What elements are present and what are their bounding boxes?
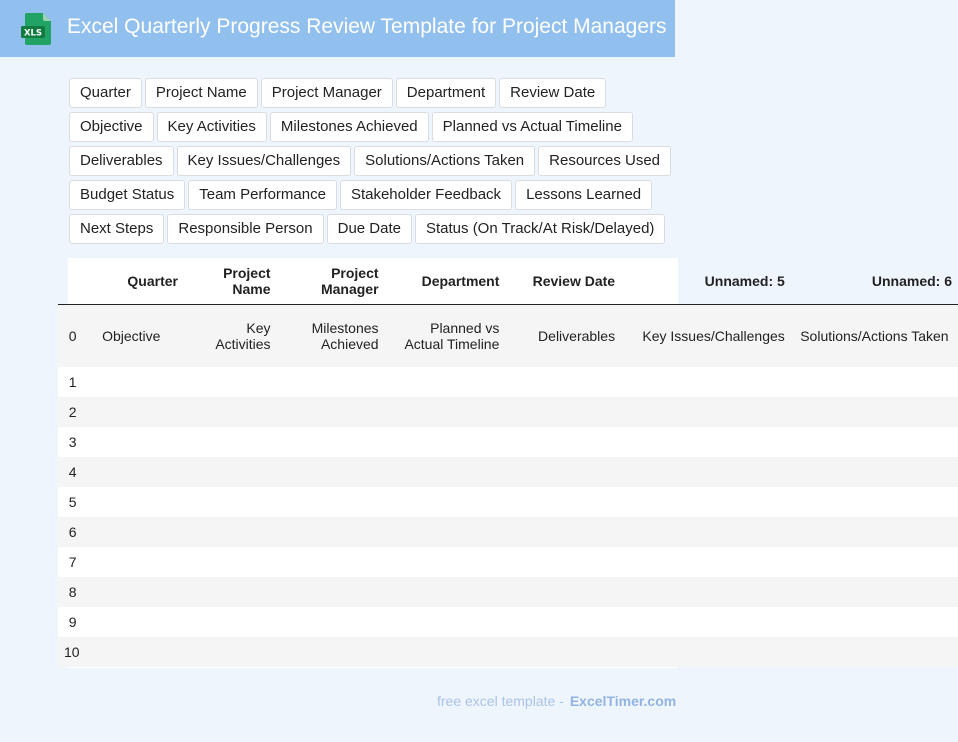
table-cell [184,547,277,577]
row-index: 8 [58,577,79,607]
table-cell [79,397,184,427]
table-cell [277,367,385,397]
table-cell [184,397,277,427]
table-cell [184,577,277,607]
column-tag[interactable]: Responsible Person [167,214,323,244]
column-tag[interactable]: Department [396,78,496,108]
table-cell [791,517,958,547]
table-cell: 0 [58,305,79,368]
table-cell [385,547,506,577]
table-cell [277,577,385,607]
table-cell [79,607,184,637]
table-row [58,397,958,427]
table-cell [621,577,791,607]
table-cell [277,487,385,517]
column-tag[interactable]: Review Date [499,78,606,108]
table-cell [621,427,791,457]
row-index: 7 [58,547,79,577]
column-header[interactable]: Project Manager [277,258,385,305]
table-cell [791,367,958,397]
table-cell [184,637,277,667]
column-tag[interactable]: Objective [69,112,154,142]
table-cell [79,427,184,457]
table-row [58,305,958,368]
table-cell [505,367,621,397]
table-cell [184,457,277,487]
table-cell [621,487,791,517]
table-cell [385,457,506,487]
table-cell: Solutions/Actions Taken [791,305,958,368]
row-index: 1 [58,367,79,397]
column-header[interactable]: Unnamed: 6 [791,258,958,305]
row-index: 4 [58,457,79,487]
column-tag[interactable]: Budget Status [69,180,185,210]
table-cell [184,517,277,547]
table-cell [277,397,385,427]
table-cell [385,397,506,427]
row-index: 3 [58,427,79,457]
table-row [58,487,958,517]
table-cell [791,457,958,487]
table-cell [505,397,621,427]
column-header[interactable] [58,258,79,305]
table-cell [621,637,791,667]
preview-table[interactable] [64,258,952,668]
table-cell [621,397,791,427]
table-cell: Planned vs Actual Timeline [385,305,506,368]
table-cell [791,397,958,427]
table-cell [385,637,506,667]
column-header[interactable]: Review Date [505,258,621,305]
table-cell [79,547,184,577]
table-cell [385,517,506,547]
table-cell [621,517,791,547]
table-cell [277,427,385,457]
table-cell [277,457,385,487]
row-index: 6 [58,517,79,547]
table-cell [79,517,184,547]
table-cell [79,367,184,397]
table-row [58,427,958,457]
table-cell [385,607,506,637]
table-row [58,577,958,607]
table-cell: Key Activities [184,305,277,368]
column-header[interactable]: Unnamed: 5 [621,258,791,305]
table-cell [505,637,621,667]
svg-text:XLS: XLS [23,28,43,39]
column-tag[interactable]: Lessons Learned [515,180,652,210]
column-tag[interactable]: Key Activities [157,112,267,142]
table-cell [505,457,621,487]
table-cell [791,607,958,637]
table-cell [184,367,277,397]
table-cell [79,487,184,517]
column-tag[interactable]: Key Issues/Challenges [177,146,352,176]
footer [437,693,676,709]
row-index: 9 [58,607,79,637]
table-cell: Milestones Achieved [277,305,385,368]
table-cell [621,547,791,577]
column-tag[interactable]: Status (On Track/At Risk/Delayed) [415,214,665,244]
column-tag[interactable]: Milestones Achieved [270,112,429,142]
table-cell [79,577,184,607]
table-cell [277,637,385,667]
column-tag[interactable]: Project Manager [261,78,393,108]
column-header[interactable]: Project Name [184,258,277,305]
table-cell [505,547,621,577]
table-cell [184,607,277,637]
table-cell [385,577,506,607]
column-header[interactable]: Quarter [79,258,184,305]
column-tag[interactable]: Quarter [69,78,142,108]
row-index: 10 [58,637,79,667]
footer-site-link[interactable]: ExcelTimer.com [569,693,677,709]
column-tag[interactable]: Resources Used [538,146,671,176]
table-row [58,607,958,637]
table-cell [505,487,621,517]
table-cell [791,487,958,517]
page-header [0,0,675,57]
table-cell [385,487,506,517]
table-cell [505,427,621,457]
column-tag[interactable]: Solutions/Actions Taken [354,146,535,176]
table-cell [184,427,277,457]
row-index: 5 [58,487,79,517]
table-cell [385,367,506,397]
column-header[interactable]: Department [385,258,506,305]
table-cell [505,517,621,547]
column-tag[interactable]: Planned vs Actual Timeline [432,112,633,142]
excel-file-icon [21,13,51,45]
table-cell: Key Issues/Challenges [621,305,791,368]
row-index: 2 [58,397,79,427]
table-cell [277,517,385,547]
table-cell [385,427,506,457]
table-row [58,547,958,577]
table-cell [505,577,621,607]
table-cell [79,457,184,487]
table-cell [505,607,621,637]
column-tag[interactable]: Deliverables [69,146,174,176]
table-row [58,637,958,667]
table-cell: Objective [79,305,184,368]
column-tag[interactable]: Team Performance [188,180,337,210]
table-cell [277,607,385,637]
footer-text: free excel template - [437,693,564,709]
table-cell [184,487,277,517]
column-tags [69,78,689,244]
table-cell [791,577,958,607]
table-row [58,517,958,547]
table-row [58,457,958,487]
table-cell [791,637,958,667]
table-cell [621,457,791,487]
table-cell [79,637,184,667]
table-cell [277,547,385,577]
table-cell [621,607,791,637]
column-tag[interactable]: Next Steps [69,214,164,244]
table-cell: Deliverables [505,305,621,368]
table-cell [791,427,958,457]
table-row [58,367,958,397]
table-header-row [58,258,958,305]
column-tag[interactable]: Stakeholder Feedback [340,180,512,210]
table-cell [621,367,791,397]
table-cell [791,547,958,577]
column-tag[interactable]: Project Name [145,78,258,108]
column-tag[interactable]: Due Date [327,214,412,244]
page-title: Excel Quarterly Progress Review Template for Project Managers [67,15,667,38]
